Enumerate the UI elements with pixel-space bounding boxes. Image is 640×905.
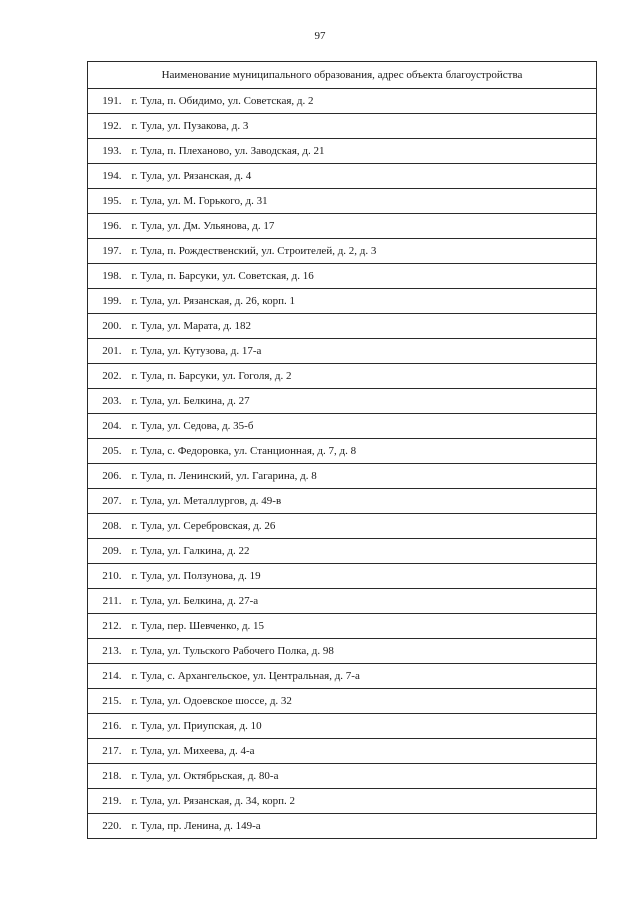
table-row	[88, 564, 597, 589]
table-row	[88, 789, 597, 814]
table-row	[88, 614, 597, 639]
table-row	[88, 214, 597, 239]
row-address: г. Тула, ул. Рязанская, д. 26, корп. 1	[128, 289, 597, 314]
row-number: 193.	[88, 139, 128, 164]
row-address: г. Тула, ул. Дм. Ульянова, д. 17	[128, 214, 597, 239]
table-row	[88, 739, 597, 764]
row-address: г. Тула, ул. Марата, д. 182	[128, 314, 597, 339]
table-header-row	[88, 62, 597, 89]
table-row	[88, 139, 597, 164]
row-number: 210.	[88, 564, 128, 589]
row-address: г. Тула, ул. Металлургов, д. 49-в	[128, 489, 597, 514]
row-address: г. Тула, ул. Белкина, д. 27-а	[128, 589, 597, 614]
row-address: г. Тула, ул. Пузакова, д. 3	[128, 114, 597, 139]
row-number: 195.	[88, 189, 128, 214]
row-number: 211.	[88, 589, 128, 614]
row-address: г. Тула, п. Рождественский, ул. Строителей, д. 2, д. 3	[128, 239, 597, 264]
row-address: г. Тула, с. Архангельское, ул. Центральная, д. 7-а	[128, 664, 597, 689]
row-number: 200.	[88, 314, 128, 339]
row-number: 214.	[88, 664, 128, 689]
table-row	[88, 89, 597, 114]
row-number: 203.	[88, 389, 128, 414]
row-number: 219.	[88, 789, 128, 814]
row-address: г. Тула, ул. Приупская, д. 10	[128, 714, 597, 739]
table-row	[88, 189, 597, 214]
table-row	[88, 514, 597, 539]
row-address: г. Тула, ул. Галкина, д. 22	[128, 539, 597, 564]
row-address: г. Тула, ул. Серебровская, д. 26	[128, 514, 597, 539]
row-address: г. Тула, ул. Рязанская, д. 34, корп. 2	[128, 789, 597, 814]
row-address: г. Тула, ул. Белкина, д. 27	[128, 389, 597, 414]
row-number: 220.	[88, 814, 128, 839]
row-number: 207.	[88, 489, 128, 514]
row-number: 196.	[88, 214, 128, 239]
row-number: 192.	[88, 114, 128, 139]
table-row	[88, 664, 597, 689]
row-address: г. Тула, ул. Одоевское шоссе, д. 32	[128, 689, 597, 714]
page-number: 97	[314, 30, 326, 42]
row-number: 215.	[88, 689, 128, 714]
row-address: г. Тула, с. Федоровка, ул. Станционная, д. 7, д. 8	[128, 439, 597, 464]
row-number: 202.	[88, 364, 128, 389]
row-address: г. Тула, ул. Седова, д. 35-б	[128, 414, 597, 439]
table-row	[88, 239, 597, 264]
row-address: г. Тула, п. Плеханово, ул. Заводская, д. 21	[128, 139, 597, 164]
table-row	[88, 464, 597, 489]
row-number: 204.	[88, 414, 128, 439]
row-address: г. Тула, п. Барсуки, ул. Гоголя, д. 2	[128, 364, 597, 389]
row-number: 201.	[88, 339, 128, 364]
row-number: 194.	[88, 164, 128, 189]
row-number: 199.	[88, 289, 128, 314]
table-row	[88, 339, 597, 364]
table-row	[88, 764, 597, 789]
row-number: 217.	[88, 739, 128, 764]
row-number: 216.	[88, 714, 128, 739]
table-row	[88, 164, 597, 189]
row-number: 213.	[88, 639, 128, 664]
table-row	[88, 639, 597, 664]
table-row	[88, 389, 597, 414]
row-number: 218.	[88, 764, 128, 789]
row-address: г. Тула, пр. Ленина, д. 149-а	[128, 814, 597, 839]
table-row	[88, 539, 597, 564]
table-row	[88, 414, 597, 439]
table-row	[88, 589, 597, 614]
table-body	[88, 89, 597, 839]
row-number: 198.	[88, 264, 128, 289]
row-number: 197.	[88, 239, 128, 264]
table-row	[88, 689, 597, 714]
row-number: 205.	[88, 439, 128, 464]
row-address: г. Тула, пер. Шевченко, д. 15	[128, 614, 597, 639]
row-address: г. Тула, ул. М. Горького, д. 31	[128, 189, 597, 214]
table-row	[88, 714, 597, 739]
row-address: г. Тула, ул. Октябрьская, д. 80-а	[128, 764, 597, 789]
row-address: г. Тула, п. Обидимо, ул. Советская, д. 2	[128, 89, 597, 114]
row-address: г. Тула, ул. Тульского Рабочего Полка, д. 98	[128, 639, 597, 664]
row-number: 208.	[88, 514, 128, 539]
table-row	[88, 489, 597, 514]
table-row	[88, 814, 597, 839]
row-number: 209.	[88, 539, 128, 564]
table-row	[88, 114, 597, 139]
table-row	[88, 289, 597, 314]
table-row	[88, 364, 597, 389]
row-address: г. Тула, ул. Ползунова, д. 19	[128, 564, 597, 589]
row-address: г. Тула, ул. Рязанская, д. 4	[128, 164, 597, 189]
table-row	[88, 439, 597, 464]
row-address: г. Тула, п. Ленинский, ул. Гагарина, д. 8	[128, 464, 597, 489]
table-header: Наименование муниципального образования, адрес объекта благоустройства	[88, 62, 597, 89]
row-number: 191.	[88, 89, 128, 114]
row-address: г. Тула, п. Барсуки, ул. Советская, д. 16	[128, 264, 597, 289]
row-number: 206.	[88, 464, 128, 489]
table-row	[88, 314, 597, 339]
table-row	[88, 264, 597, 289]
row-address: г. Тула, ул. Кутузова, д. 17-а	[128, 339, 597, 364]
row-address: г. Тула, ул. Михеева, д. 4-а	[128, 739, 597, 764]
row-number: 212.	[88, 614, 128, 639]
address-table	[87, 61, 597, 839]
